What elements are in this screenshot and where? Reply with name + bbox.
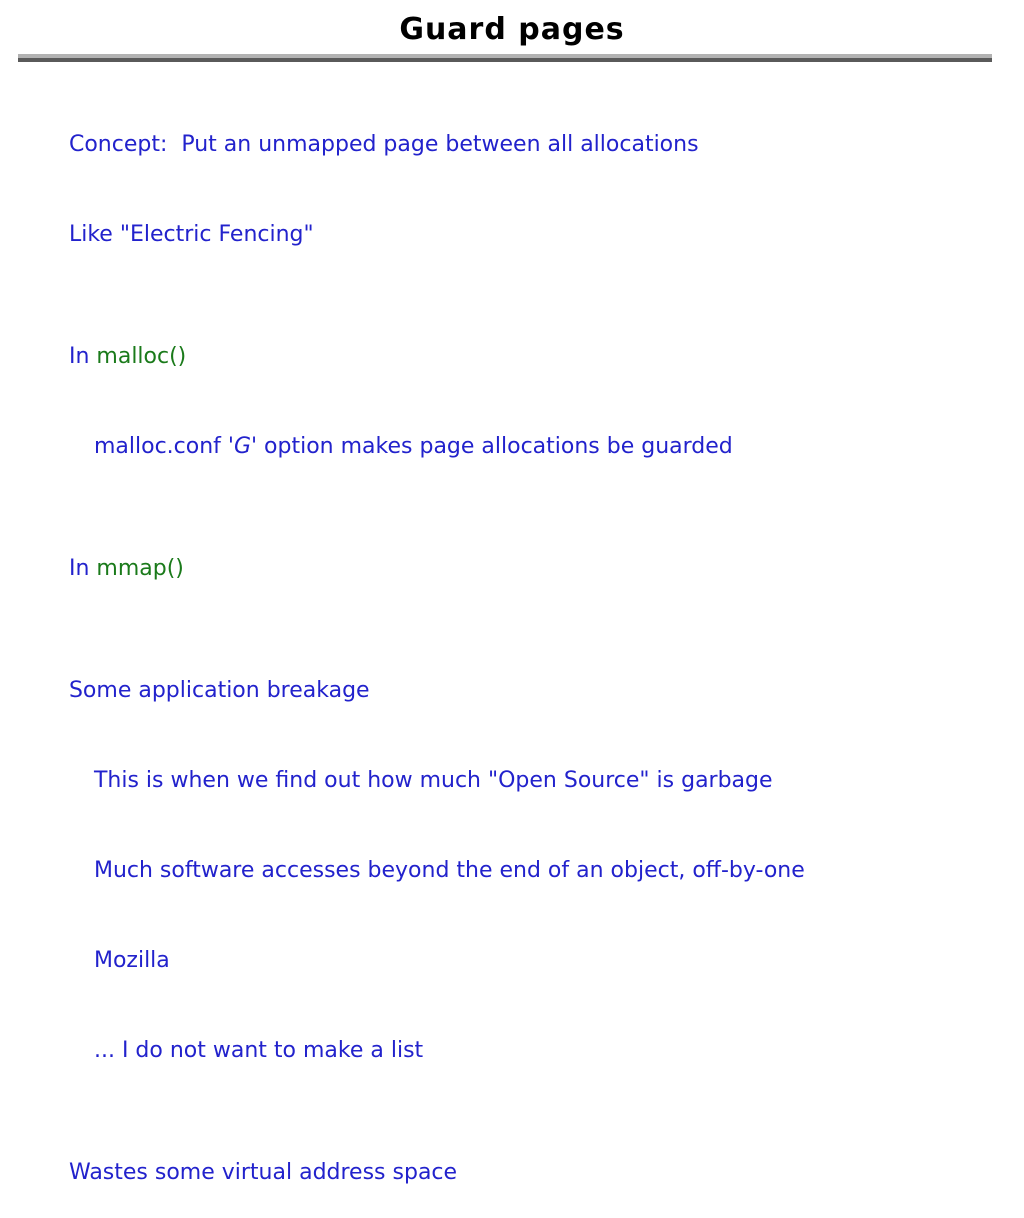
line-in-malloc [27, 312, 1024, 402]
electric-fencing-text: Like "Electric Fencing" [68, 222, 314, 247]
off-by-one-text: Much software accesses beyond the end of an object, off-by-one [93, 858, 805, 883]
slide-body [0, 62, 1024, 1218]
section-gap [27, 492, 1024, 524]
section-gap [27, 1096, 1024, 1128]
section-gap [27, 614, 1024, 646]
line-concept [27, 100, 1024, 190]
line-off-by-one [27, 826, 1024, 916]
line-no-list [27, 1006, 1024, 1096]
line-malloc-conf [27, 402, 1024, 492]
line-open-source [27, 736, 1024, 826]
line-breakage [27, 646, 1024, 736]
mozilla-text: Mozilla [93, 948, 170, 973]
in-prefix: In [68, 556, 97, 581]
mmap-function-name: mmap() [96, 556, 184, 581]
line-mozilla [27, 916, 1024, 1006]
title-rule [18, 54, 992, 62]
malloc-conf-post: ' option makes page allocations be guarded [251, 434, 733, 459]
malloc-function-name: malloc() [96, 344, 187, 369]
slide [0, 12, 1024, 1185]
open-source-text: This is when we find out how much "Open Source" is garbage [93, 768, 773, 793]
no-list-text: ... I do not want to make a list [93, 1038, 424, 1063]
wastes-text: Wastes some virtual address space [68, 1160, 458, 1185]
line-wastes [27, 1128, 1024, 1218]
malloc-conf-g-option: G [233, 434, 252, 459]
slide-title: Guard pages [399, 12, 625, 47]
line-electric-fencing [27, 190, 1024, 280]
concept-text: Concept: Put an unmapped page between all allocations [68, 132, 699, 157]
breakage-text: Some application breakage [68, 678, 370, 703]
malloc-conf-pre: malloc.conf ' [93, 434, 234, 459]
line-in-mmap [27, 524, 1024, 614]
in-prefix: In [68, 344, 97, 369]
section-gap [27, 280, 1024, 312]
